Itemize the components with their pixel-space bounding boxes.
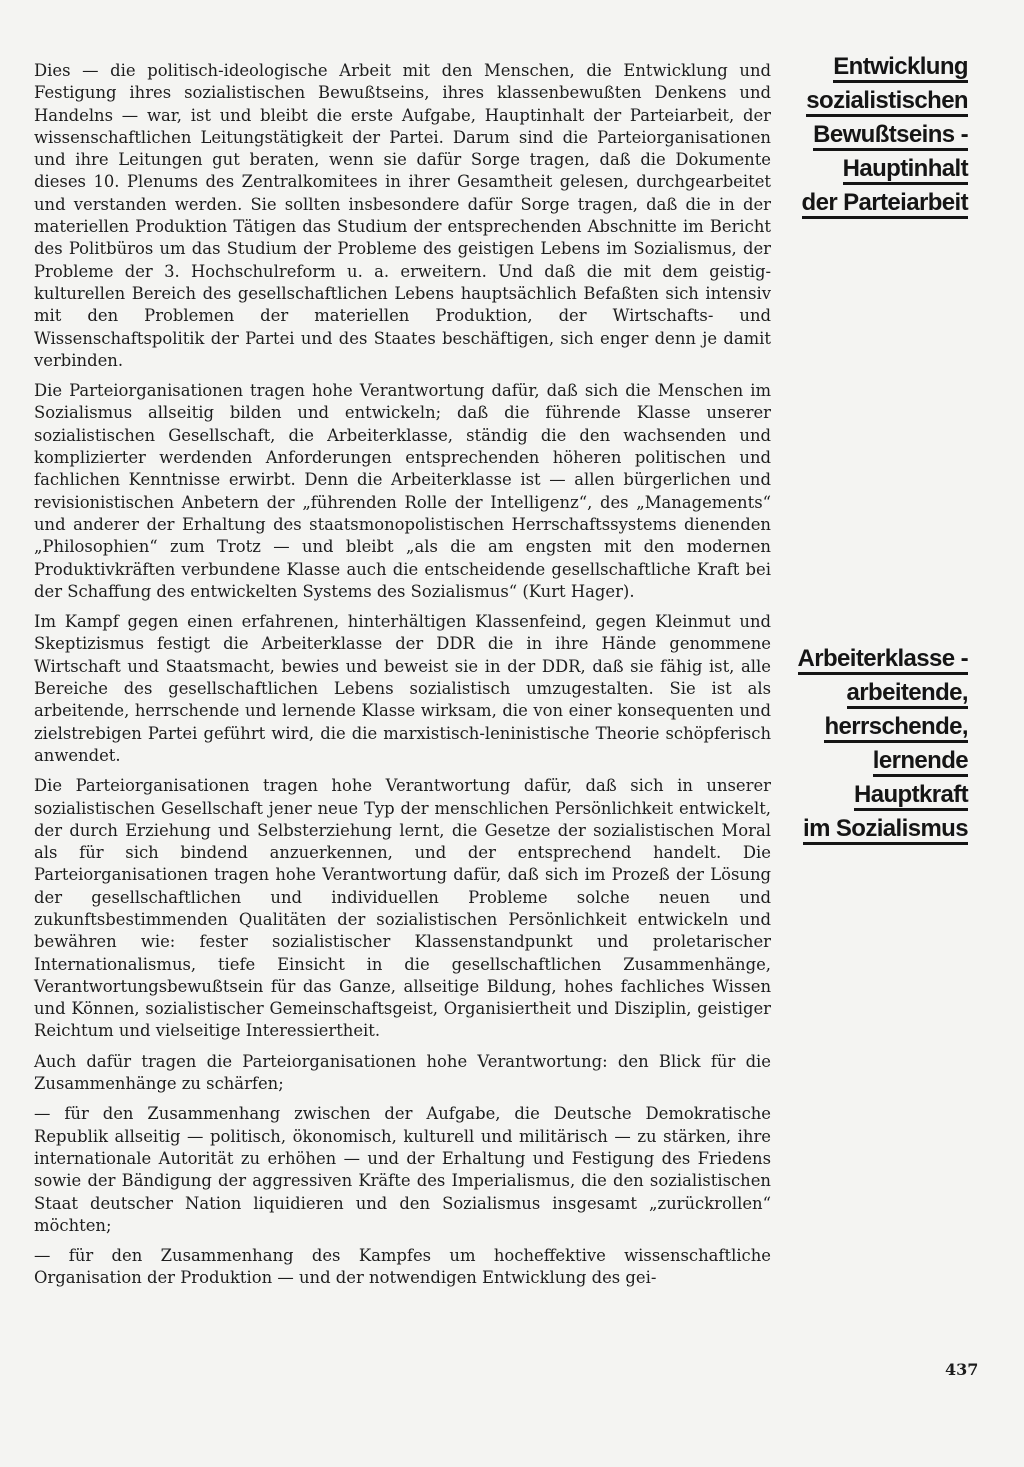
margin-heading-line: Bewußtseins - xyxy=(813,121,968,151)
paragraph: Im Kampf gegen einen erfahrenen, hinterhältigen Klassenfeind, gegen Kleinmut und Skeptizismus festigt die Arbeiterklasse der DDR die in ihre Hände genommene Wirtschaft und Staatsmacht, bewies und beweist sie in der DDR, daß sie fähig ist, alle Bereiche des gesellschaftlichen Lebens sozialistisch umzugestalten. Sie ist als arbeitende, herrschende und lernende Klasse wirksam, die von einer konsequenten und zielstrebigen Partei geführt wird, die die marxistisch-leninistische Theorie schöpferisch anwendet. xyxy=(34,612,771,765)
main-text-column xyxy=(34,60,771,1298)
margin-heading-line: Entwicklung xyxy=(833,53,968,83)
paragraph: Die Parteiorganisationen tragen hohe Verantwortung dafür, daß sich in unserer sozialistischen Gesellschaft jener neue Typ der menschlichen Persönlichkeit entwickelt, der durch Erziehung und Selbsterziehung lernt, die Gesetze der sozialistischen Moral als für sich bindend anzuerkennen, und der entsprechend handelt. Die Parteiorganisationen tragen hohe Verantwortung dafür, daß sich im Prozeß der Lösung der gesellschaftlichen und individuellen Probleme solche neuen und zukunftsbestimmenden Qualitäten der sozialistischen Persönlichkeit entwickeln und bewähren wie: fester sozialistischer Klassenstandpunkt und proletarischer Internationalismus, tiefe Einsicht in die gesellschaftlichen Zusammenhänge, Verantwortungsbewußtsein für das Ganze, allseitige Bildung, hohes fachliches Wissen und Können, sozialistischer Gemeinschaftsgeist, Organisiertheit und Disziplin, geistiger Reichtum und vielseitige Interessiertheit. xyxy=(34,776,771,1041)
paragraph: Die Parteiorganisationen tragen hohe Verantwortung dafür, daß sich die Menschen im Sozialismus allseitig bilden und entwickeln; daß die führende Klasse unserer sozialistischen Gesellschaft, die Arbeiterklasse, ständig die den wachsenden und komplizierter werdenden Anforderungen entsprechenden höheren politischen und fachlichen Kenntnisse erwirbt. Denn die Arbeiterklasse ist — allen bürgerlichen und revisionistischen Anbetern der „führenden Rolle der Intelligenz“, des „Managements“ und anderer der Erhaltung des staatsmonopolistischen Herrschaftssystems dienenden „Philosophien“ zum Trotz — und bleibt „als die am engsten mit den modernen Produktivkräften verbundene Klasse auch die entscheidende gesellschaftliche Kraft bei der Schaffung des entwickelten Systems des Sozialismus“ (Kurt Hager). xyxy=(34,381,771,601)
paragraph: — für den Zusammenhang des Kampfes um hocheffektive wissenschaftliche Organisation der Produktion — und der notwendigen Entwicklung des gei- xyxy=(34,1246,771,1288)
margin-heading-line: sozialistischen xyxy=(806,87,968,117)
margin-heading-line: arbeitende, xyxy=(847,679,968,709)
margin-heading-line: im Sozialismus xyxy=(803,815,968,845)
margin-heading-line: Arbeiterklasse - xyxy=(798,645,969,675)
margin-heading-consciousness xyxy=(802,50,968,220)
margin-heading-line: der Parteiarbeit xyxy=(802,189,968,219)
paragraph: Dies — die politisch-ideologische Arbeit mit den Menschen, die Entwicklung und Festigung ihres sozialistischen Bewußtseins, ihres klassenbewußten Denkens und Handelns — war, ist und bleibt die erste Aufgabe, Hauptinhalt der Parteiarbeit, der wissenschaftlichen Leitungstätigkeit der Partei. Darum sind die Parteiorganisationen und ihre Leitungen gut beraten, wenn sie dafür Sorge tragen, daß die Dokumente dieses 10. Plenums des Zentralkomitees in ihrer Gesamtheit gelesen, durchgearbeitet und verstanden werden. Sie sollten insbesondere dafür Sorge tragen, daß die in der materiellen Produktion Tätigen das Studium der entsprechenden Abschnitte im Bericht des Politbüros um das Studium der Probleme des geistigen Lebens im Sozialismus, der Probleme der 3. Hochschulreform u. a. erweitern. Und daß die mit dem geistig-kulturellen Bereich des gesellschaftlichen Lebens hauptsächlich Befaßten sich intensiv mit den Problemen der materiellen Produktion, der Wirtschafts- und Wissenschaftspolitik der Partei und des Staates beschäftigen, sich enger denn je damit verbinden. xyxy=(34,61,771,370)
paragraph: — für den Zusammenhang zwischen der Aufgabe, die Deutsche Demokratische Republik allseitig — politisch, ökonomisch, kulturell und militärisch — zu stärken, ihre internationale Autorität zu erhöhen — und der Erhaltung und Festigung des Friedens sowie der Bändigung der aggressiven Kräfte des Imperialismus, die den sozialistischen Staat deutscher Nation liquidieren und den Sozialismus insgesamt „zurückrollen“ möchten; xyxy=(34,1104,771,1235)
margin-heading-line: Hauptinhalt xyxy=(843,155,968,185)
margin-heading-line: Hauptkraft xyxy=(854,781,968,811)
paragraph: Auch dafür tragen die Parteiorganisationen hohe Verantwortung: den Blick für die Zusammenhänge zu schärfen; xyxy=(34,1051,771,1094)
margin-heading-line: herrschende, xyxy=(824,713,968,743)
margin-heading-line: lernende xyxy=(873,747,968,777)
page-number: 437 xyxy=(945,1360,979,1379)
margin-heading-working-class xyxy=(798,642,969,846)
